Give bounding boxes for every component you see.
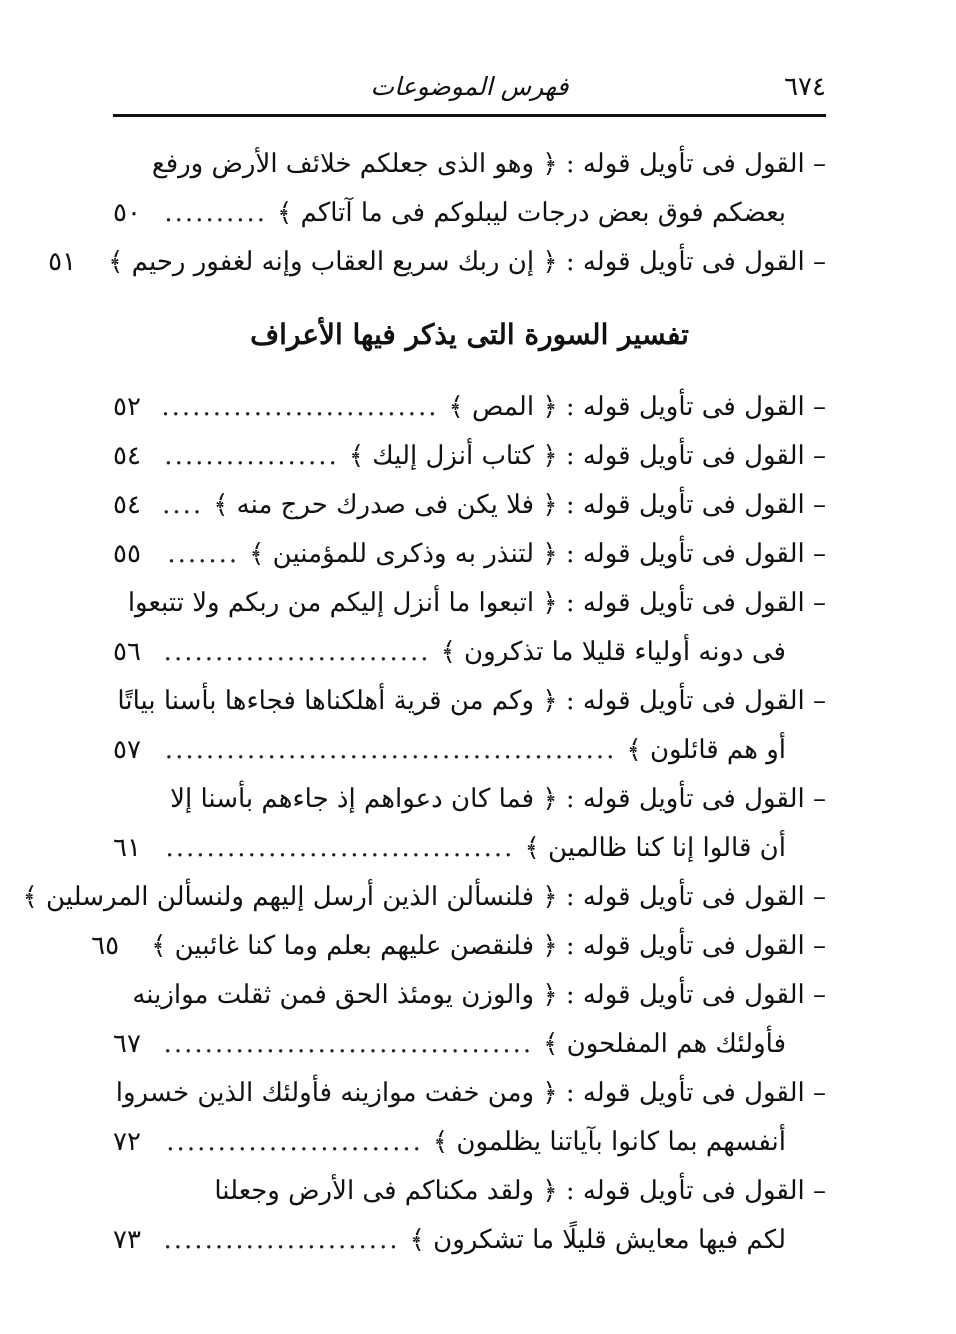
toc-page-number: ٥٥ (113, 539, 141, 569)
toc-entry-text: – القول فى تأويل قوله : ﴿ فلنسألن الذين أرسل إليهم ولنسألن المرسلين ﴾ (22, 882, 826, 912)
toc-entry-text: لكم فيها معايش قليلًا ما تشكرون ﴾ (409, 1225, 786, 1255)
dot-leader (163, 1118, 423, 1167)
toc-page-number: ٥٧ (113, 735, 141, 765)
toc-page-number: ٧٣ (113, 1225, 141, 1255)
page-header (113, 60, 826, 120)
toc-page-number: ٥٢ (113, 392, 141, 422)
toc-page-number: ٥٤ (113, 490, 141, 520)
toc-entry-text: – القول فى تأويل قوله : ﴿ اتبعوا ما أنزل إليكم من ربكم ولا تتبعوا (127, 588, 826, 618)
toc-entry-line (113, 481, 826, 530)
toc-entry-text: – القول فى تأويل قوله : ﴿ فلا يكن فى صدرك حرج منه ﴾ (213, 490, 826, 520)
dot-leader (163, 432, 339, 481)
toc-entry-line (113, 1020, 826, 1069)
toc-entry-text: – القول فى تأويل قوله : ﴿ وكم من قرية أهلكناها فجاءها بأسنا بياتًا (117, 686, 826, 716)
toc-entry-text: – القول فى تأويل قوله : ﴿ ولقد مكناكم فى الأرض وجعلنا (214, 1176, 826, 1206)
toc-entry-text: فى دونه أولياء قليلا ما تذكرون ﴾ (440, 637, 786, 667)
toc-entry-text: – القول فى تأويل قوله : ﴿ إن ربك سريع العقاب وإنه لغفور رحيم ﴾ (108, 247, 826, 277)
dot-leader (163, 824, 514, 873)
running-title: فهرس الموضوعات (370, 72, 569, 101)
toc-page-number: ٥٠ (113, 198, 141, 228)
toc-entry-text: – القول فى تأويل قوله : ﴿ فما كان دعواهم إذ جاءهم بأسنا إلا (170, 784, 826, 814)
toc-entry-line (113, 726, 826, 775)
toc-entry-line (113, 775, 826, 824)
toc-entry-line (113, 628, 826, 677)
toc-entry-text: – القول فى تأويل قوله : ﴿ ومن خفت موازينه فأولئك الذين خسروا (115, 1078, 826, 1108)
toc-entry-line (113, 383, 826, 432)
toc-entry-line (113, 140, 826, 189)
toc-entry-line (113, 1118, 826, 1167)
toc-entry-line (113, 971, 826, 1020)
toc-entry-text: بعضكم فوق بعض درجات ليبلوكم فى ما آتاكم ﴾ (277, 198, 786, 228)
toc-page-number: ٧٢ (113, 1127, 141, 1157)
toc-entry-text: – القول فى تأويل قوله : ﴿ كتاب أنزل إليك ﴾ (348, 441, 826, 471)
toc-page-number: ٦٥ (91, 931, 120, 961)
dot-leader (163, 726, 616, 775)
toc-page-number: ٥١ (48, 247, 77, 277)
toc-entry-text: – القول فى تأويل قوله : ﴿ المص ﴾ (448, 392, 826, 422)
dot-leader (163, 189, 267, 238)
header-rule (113, 114, 826, 117)
toc-entry-text: أنفسهم بما كانوا بآياتنا يظلمون ﴾ (432, 1127, 786, 1157)
toc-entry-line (113, 1216, 826, 1265)
dot-leader (163, 1216, 400, 1265)
dot-leader (163, 1020, 533, 1069)
toc-entry-line (91, 922, 826, 971)
dot-leader (163, 530, 239, 579)
toc-entry-text: – القول فى تأويل قوله : ﴿ لتنذر به وذكرى للمؤمنين ﴾ (249, 539, 826, 569)
toc-page-number: ٥٤ (113, 441, 141, 471)
toc-entry-line (113, 579, 826, 628)
toc-entry-line (113, 189, 826, 238)
table-of-contents (22, 140, 826, 1265)
toc-entry-line (113, 1167, 826, 1216)
toc-entry-text: – القول فى تأويل قوله : ﴿ فلنقصن عليهم بعلم وما كنا غائبين ﴾ (151, 931, 826, 961)
toc-entry-line (113, 1069, 826, 1118)
toc-entry-text: أن قالوا إنا كنا ظالمين ﴾ (524, 833, 786, 863)
toc-list-main (22, 383, 826, 1265)
toc-entry-line (48, 238, 826, 287)
toc-entry-text: – القول فى تأويل قوله : ﴿ وهو الذى جعلكم خلائف الأرض ورفع (151, 149, 826, 179)
toc-entry-line (22, 873, 826, 922)
toc-entry-line (113, 530, 826, 579)
toc-page-number: ٥٦ (113, 637, 141, 667)
toc-page-number: ٦٧ (113, 1029, 141, 1059)
toc-entry-text: أو هم قائلون ﴾ (626, 735, 786, 765)
toc-entry-text: – القول فى تأويل قوله : ﴿ والوزن يومئذ الحق فمن ثقلت موازينه (132, 980, 826, 1010)
toc-entry-text: فأولئك هم المفلحون ﴾ (543, 1029, 786, 1059)
toc-list-top (48, 140, 826, 287)
dot-leader (163, 481, 203, 530)
dot-leader (163, 628, 431, 677)
dot-leader (163, 383, 439, 432)
toc-entry-line (113, 432, 826, 481)
toc-entry-line (113, 824, 826, 873)
page-number: ٦٧٤ (784, 72, 826, 102)
toc-entry-line (113, 677, 826, 726)
section-title: تفسير السورة التى يذكر فيها الأعراف (250, 318, 689, 351)
toc-page-number: ٦١ (113, 833, 141, 863)
toc-page-number (0, 873, 2, 922)
